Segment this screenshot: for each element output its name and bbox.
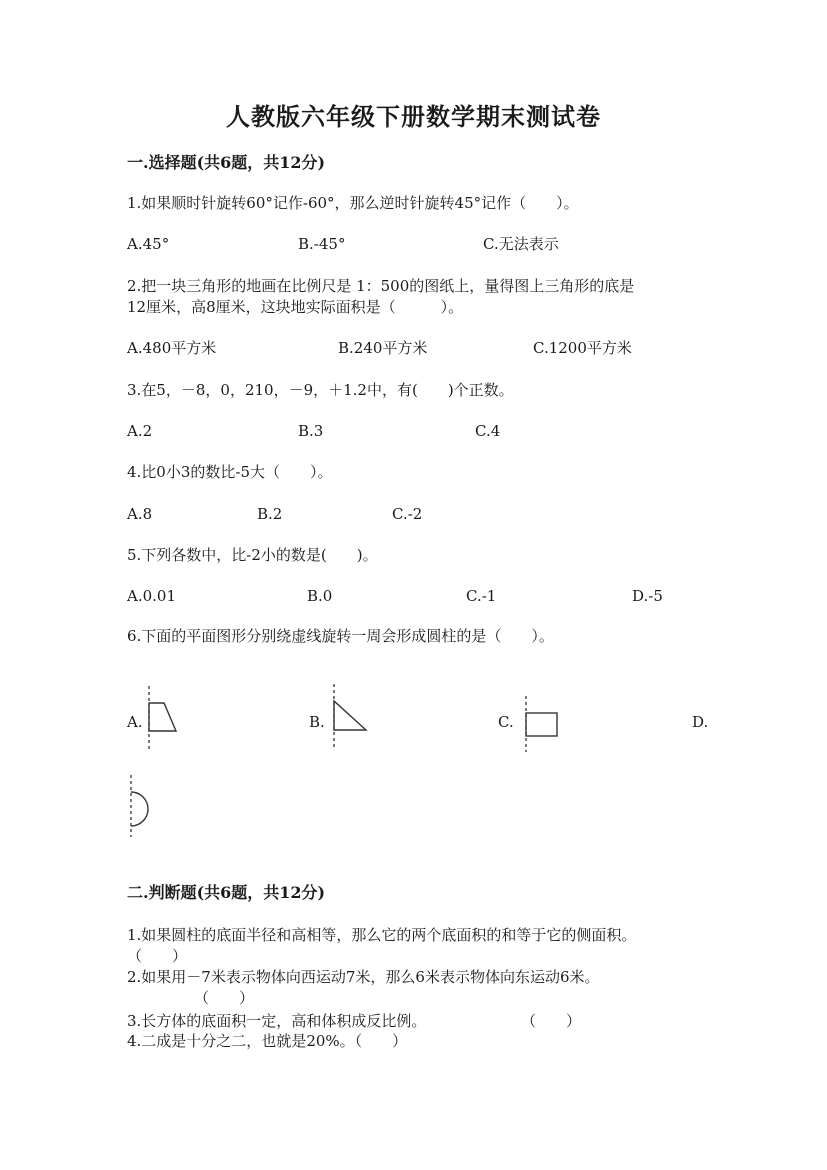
judgment-3-answer-paren: （ ） xyxy=(521,1012,582,1030)
rectangle-figure xyxy=(519,696,563,752)
trapezoid-figure xyxy=(142,686,182,752)
question-3-option-a: A.2 xyxy=(127,422,153,440)
question-5-option-a: A.0.01 xyxy=(127,587,176,605)
question-4-option-a: A.8 xyxy=(127,505,153,523)
question-5-option-c: C.-1 xyxy=(466,587,497,605)
judgment-1-answer-paren: （ ） xyxy=(127,947,188,965)
question-6-stem: 6.下面的平面图形分别绕虚线旋转一周会形成圆柱的是（ ）。 xyxy=(127,627,554,645)
question-2-option-c: C.1200平方米 xyxy=(533,339,632,357)
question-6-option-a: A. xyxy=(127,713,143,731)
judgment-2-answer-paren: （ ） xyxy=(194,989,255,1007)
section-heading-judgment: 二.判断题(共6题，共12分) xyxy=(127,883,326,902)
question-2-option-a: A.480平方米 xyxy=(127,339,217,357)
question-4-option-c: C.-2 xyxy=(392,505,423,523)
question-2-stem-line1: 2.把一块三角形的地画在比例尺是 1：500的图纸上，量得图上三角形的底是 xyxy=(127,277,635,295)
question-3-option-b: B.3 xyxy=(298,422,324,440)
question-5-option-b: B.0 xyxy=(307,587,333,605)
judgment-4-text: 4.二成是十分之二，也就是20%。（ ） xyxy=(127,1032,408,1050)
question-3-stem: 3.在5，－8，0，210，－9，＋1.2中，有( )个正数。 xyxy=(127,381,514,399)
question-5-stem: 5.下列各数中，比-2小的数是( )。 xyxy=(127,546,378,564)
question-3-option-c: C.4 xyxy=(475,422,501,440)
question-1-option-a: A.45° xyxy=(127,235,170,253)
question-1-option-b: B.-45° xyxy=(298,235,346,253)
question-6-option-c: C. xyxy=(498,713,514,731)
question-2-stem-line2: 12厘米，高8厘米，这块地实际面积是（ ）。 xyxy=(127,298,464,316)
page-title: 人教版六年级下册数学期末测试卷 xyxy=(226,102,601,131)
question-2-option-b: B.240平方米 xyxy=(338,339,428,357)
question-1-stem: 1.如果顺时针旋转60°记作-60°，那么逆时针旋转45°记作（ ）。 xyxy=(127,194,579,212)
question-5-option-d: D.-5 xyxy=(632,587,663,605)
semicircle-figure xyxy=(124,775,158,837)
question-4-option-b: B.2 xyxy=(257,505,283,523)
question-6-option-b: B. xyxy=(309,713,325,731)
judgment-1-text: 1.如果圆柱的底面半径和高相等，那么它的两个底面积的和等于它的侧面积。 xyxy=(127,926,637,944)
section-heading-choice: 一.选择题(共6题，共12分) xyxy=(127,153,326,172)
question-1-option-c: C.无法表示 xyxy=(483,235,559,253)
question-6-option-d: D. xyxy=(692,713,709,731)
question-4-stem: 4.比0小3的数比-5大（ ）。 xyxy=(127,463,333,481)
right-triangle-figure xyxy=(327,684,373,750)
judgment-2-text: 2.如果用－7米表示物体向西运动7米，那么6米表示物体向东运动6米。 xyxy=(127,968,600,986)
judgment-3-text: 3.长方体的底面积一定，高和体积成反比例。 xyxy=(127,1012,427,1030)
